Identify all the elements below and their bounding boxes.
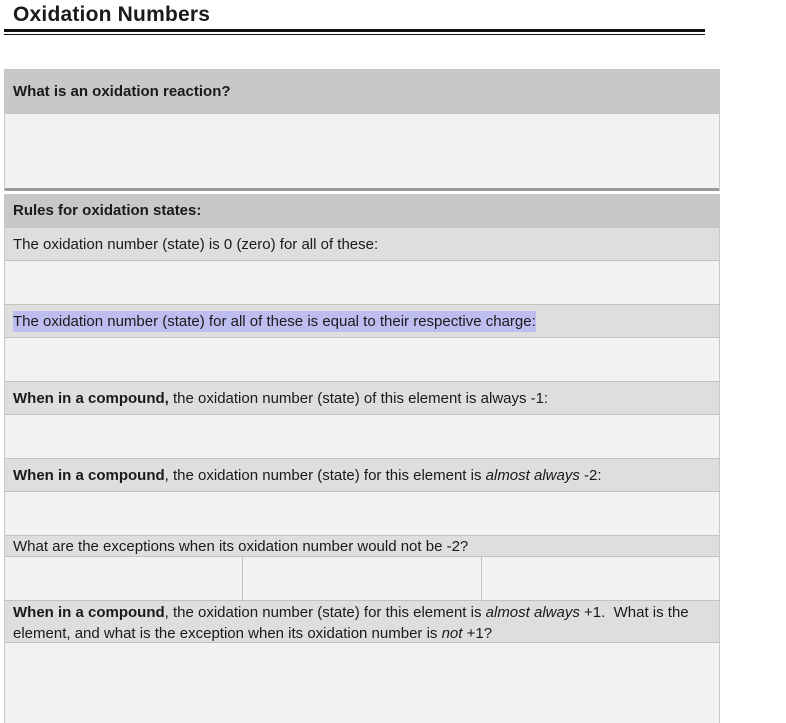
rule-plus1-emph2: not [441,625,463,642]
rule-plus1-answer-field[interactable] [5,643,719,723]
rule-plus1-prompt [5,601,719,643]
rule-zero-text: The oxidation number (state) is 0 (zero) for all of these: [13,235,379,253]
rule-plus1-tail2: +1? [462,625,493,642]
oxidation-reaction-question: What is an oxidation reaction? [5,69,719,114]
exception-answer-cell-2[interactable] [243,557,481,600]
exceptions-question-text: What are the exceptions when its oxidation number would not be -2? [13,537,469,555]
rule-charge-prompt [5,305,719,338]
rule-plus1-mid: , the oxidation number (state) for this element is [164,604,486,621]
rule-minus1-rest: the oxidation number (state) of this element is always -1: [168,389,549,407]
rule-charge-answer-field[interactable] [5,338,719,382]
oxidation-reaction-answer-field[interactable] [5,114,719,191]
rule-minus2-prompt [5,459,719,492]
oxidation-reaction-table [4,69,720,191]
exceptions-prompt [5,536,719,557]
rule-minus2-answer-field[interactable] [5,492,719,536]
page-title: Oxidation Numbers [13,3,211,26]
rule-minus2-emph: almost always [485,466,580,484]
rule-minus1-prompt [5,382,719,415]
rules-header: Rules for oxidation states: [5,194,719,228]
rule-zero-answer-field[interactable] [5,261,719,305]
title-underline-thin [4,34,705,35]
rule-minus2-mid: , the oxidation number (state) for this element is [164,466,486,484]
rule-minus1-lead: When in a compound, [13,389,169,407]
exceptions-answer-row [5,557,719,601]
exception-answer-cell-3[interactable] [482,557,719,600]
rule-plus1-lead: When in a compound [13,604,165,621]
rule-minus1-answer-field[interactable] [5,415,719,459]
title-underline-thick [4,29,705,32]
rule-plus1-tail: +1. What is the element, and what is the exception when its oxidation number is [13,604,693,642]
rule-plus1-emph: almost always [485,604,580,621]
rule-minus2-lead: When in a compound [13,466,165,484]
rule-minus2-tail: -2: [579,466,602,484]
rule-charge-text[interactable]: The oxidation number (state) for all of these is equal to their respective charge: [13,312,536,330]
oxidation-rules-table [4,194,720,723]
exception-answer-cell-1[interactable] [5,557,243,600]
rule-zero-prompt [5,228,719,261]
